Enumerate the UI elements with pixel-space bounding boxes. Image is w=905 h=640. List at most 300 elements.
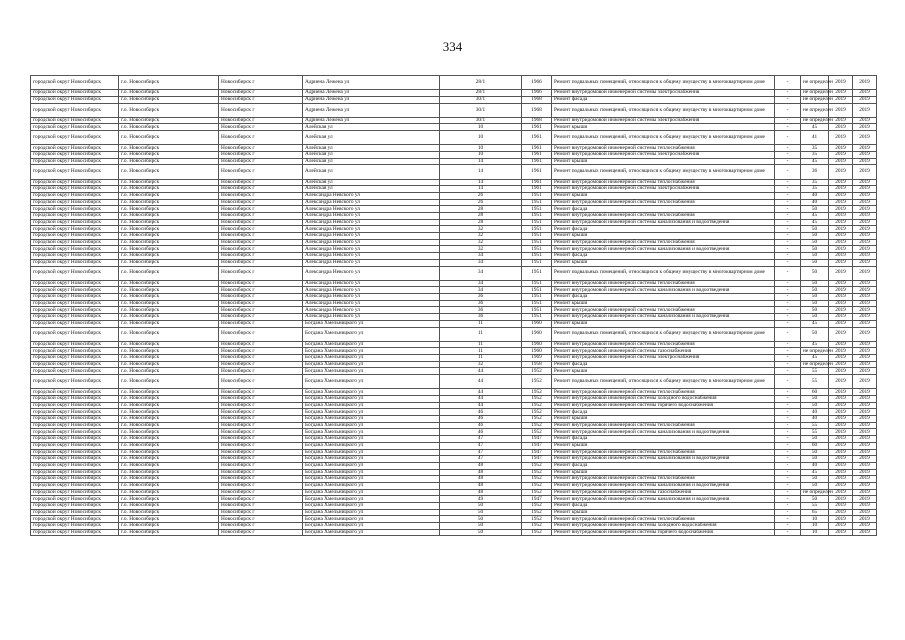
house-number-cell: 28 [440, 213, 522, 220]
street-cell: Богдана Хмельницкого ул [303, 422, 440, 429]
start-year-cell: 2019 [829, 253, 853, 260]
start-year-cell: 2019 [829, 449, 853, 456]
dash-cell: - [775, 416, 801, 423]
dash-cell: - [775, 186, 801, 193]
street-cell: Богдана Хмельницкого ул [303, 341, 440, 348]
municipality-cell: г.о. Новосибирск [119, 396, 219, 403]
house-number-cell: 10 [440, 131, 522, 145]
work-type-cell: Ремонт внутридомовой инженерной системы электроснабжения [552, 90, 775, 97]
house-number-cell: 44 [440, 375, 522, 389]
dash-cell: - [775, 219, 801, 226]
street-cell: Богдана Хмельницкого ул [303, 396, 440, 403]
municipality-cell: г.о. Новосибирск [119, 320, 219, 327]
district-cell: городской округ Новосибирск [31, 489, 119, 496]
house-number-cell: 10 [440, 152, 522, 159]
work-type-cell: Ремонт крыши [552, 509, 775, 516]
value-cell: 50 [801, 456, 829, 463]
work-type-cell: Ремонт подвальных помещений, относящихся к общему имуществу в многоквартирном доме [552, 76, 775, 90]
build-year-cell: 1951 [522, 266, 552, 280]
build-year-cell: 1961 [522, 186, 552, 193]
value-cell: 50 [801, 482, 829, 489]
house-number-cell: 10 [440, 145, 522, 152]
repair-plan-table [30, 75, 877, 536]
value-cell: 41 [801, 131, 829, 145]
district-cell: городской округ Новосибирск [31, 103, 119, 117]
start-year-cell: 2019 [829, 402, 853, 409]
street-cell: Богдана Хмельницкого ул [303, 320, 440, 327]
build-year-cell: 1951 [522, 307, 552, 314]
work-type-cell: Ремонт крыши [552, 192, 775, 199]
value-cell: 50 [801, 402, 829, 409]
end-year-cell: 2019 [853, 436, 877, 443]
end-year-cell: 2019 [853, 429, 877, 436]
start-year-cell: 2019 [829, 103, 853, 117]
table-row [31, 266, 877, 280]
district-cell: городской округ Новосибирск [31, 327, 119, 341]
house-number-cell: 46 [440, 416, 522, 423]
value-cell: 55 [801, 429, 829, 436]
start-year-cell: 2019 [829, 152, 853, 159]
work-type-cell: Ремонт крыши [552, 442, 775, 449]
municipality-cell: г.о. Новосибирск [119, 131, 219, 145]
build-year-cell: 1961 [522, 179, 552, 186]
value-cell: 45 [801, 213, 829, 220]
build-year-cell: 1951 [522, 314, 552, 321]
table-row [31, 361, 877, 368]
work-type-cell: Ремонт внутридомовой инженерной системы теплоснабжения [552, 213, 775, 220]
district-cell: городской округ Новосибирск [31, 389, 119, 396]
work-type-cell: Ремонт внутридомовой инженерной системы теплоснабжения [552, 422, 775, 429]
work-type-cell: Ремонт крыши [552, 259, 775, 266]
municipality-cell: г.о. Новосибирск [119, 186, 219, 193]
municipality-cell: г.о. Новосибирск [119, 482, 219, 489]
city-cell: Новосибирск г [219, 402, 303, 409]
dash-cell: - [775, 409, 801, 416]
value-cell: 55 [801, 368, 829, 375]
city-cell: Новосибирск г [219, 307, 303, 314]
value-cell: 45 [801, 355, 829, 362]
build-year-cell: 1951 [522, 226, 552, 233]
district-cell: городской округ Новосибирск [31, 307, 119, 314]
dash-cell: - [775, 179, 801, 186]
dash-cell: - [775, 239, 801, 246]
table-row [31, 402, 877, 409]
build-year-cell: 1951 [522, 206, 552, 213]
end-year-cell: 2019 [853, 233, 877, 240]
house-number-cell: 34 [440, 280, 522, 287]
house-number-cell: 14 [440, 165, 522, 179]
city-cell: Новосибирск г [219, 368, 303, 375]
street-cell: Александра Невского ул [303, 294, 440, 301]
dash-cell: - [775, 442, 801, 449]
dash-cell: - [775, 152, 801, 159]
work-type-cell: Ремонт внутридомовой инженерной системы теплоснабжения [552, 179, 775, 186]
work-type-cell: Ремонт внутридомовой инженерной системы канализования и водоотведения [552, 496, 775, 503]
table-row [31, 341, 877, 348]
district-cell: городской округ Новосибирск [31, 361, 119, 368]
street-cell: Александра Невского ул [303, 253, 440, 260]
house-number-cell: 48 [440, 462, 522, 469]
end-year-cell: 2019 [853, 348, 877, 355]
dash-cell: - [775, 489, 801, 496]
table-row [31, 158, 877, 165]
end-year-cell: 2019 [853, 186, 877, 193]
end-year-cell: 2019 [853, 124, 877, 131]
city-cell: Новосибирск г [219, 375, 303, 389]
street-cell: Александра Невского ул [303, 259, 440, 266]
municipality-cell: г.о. Новосибирск [119, 96, 219, 103]
street-cell: Адриена Лежена ул [303, 117, 440, 124]
build-year-cell: 1951 [522, 239, 552, 246]
municipality-cell: г.о. Новосибирск [119, 246, 219, 253]
dash-cell: - [775, 476, 801, 483]
municipality-cell: г.о. Новосибирск [119, 368, 219, 375]
district-cell: городской округ Новосибирск [31, 449, 119, 456]
dash-cell: - [775, 503, 801, 510]
table-row [31, 165, 877, 179]
city-cell: Новосибирск г [219, 300, 303, 307]
end-year-cell: 2019 [853, 199, 877, 206]
dash-cell: - [775, 253, 801, 260]
table-row [31, 368, 877, 375]
house-number-cell: 32 [440, 361, 522, 368]
district-cell: городской округ Новосибирск [31, 199, 119, 206]
street-cell: Богдана Хмельницкого ул [303, 327, 440, 341]
street-cell: Богдана Хмельницкого ул [303, 456, 440, 463]
build-year-cell: 1952 [522, 462, 552, 469]
start-year-cell: 2019 [829, 90, 853, 97]
municipality-cell: г.о. Новосибирск [119, 300, 219, 307]
municipality-cell: г.о. Новосибирск [119, 199, 219, 206]
municipality-cell: г.о. Новосибирск [119, 280, 219, 287]
municipality-cell: г.о. Новосибирск [119, 462, 219, 469]
build-year-cell: 1969 [522, 355, 552, 362]
city-cell: Новосибирск г [219, 266, 303, 280]
start-year-cell: 2019 [829, 226, 853, 233]
value-cell: не определен [801, 96, 829, 103]
build-year-cell: 1961 [522, 165, 552, 179]
district-cell: городской округ Новосибирск [31, 348, 119, 355]
work-type-cell: Ремонт фасада [552, 409, 775, 416]
end-year-cell: 2019 [853, 503, 877, 510]
start-year-cell: 2019 [829, 76, 853, 90]
house-number-cell: 14 [440, 158, 522, 165]
street-cell: Александра Невского ул [303, 314, 440, 321]
street-cell: Богдана Хмельницкого ул [303, 416, 440, 423]
work-type-cell: Ремонт фасада [552, 206, 775, 213]
city-cell: Новосибирск г [219, 489, 303, 496]
city-cell: Новосибирск г [219, 165, 303, 179]
street-cell: Богдана Хмельницкого ул [303, 442, 440, 449]
municipality-cell: г.о. Новосибирск [119, 361, 219, 368]
house-number-cell: 26 [440, 199, 522, 206]
start-year-cell: 2019 [829, 314, 853, 321]
build-year-cell: 1952 [522, 516, 552, 523]
street-cell: Александра Невского ул [303, 233, 440, 240]
value-cell: 55 [801, 375, 829, 389]
district-cell: городской округ Новосибирск [31, 246, 119, 253]
house-number-cell: 47 [440, 436, 522, 443]
city-cell: Новосибирск г [219, 436, 303, 443]
work-type-cell: Ремонт внутридомовой инженерной системы канализования и водоотведения [552, 314, 775, 321]
dash-cell: - [775, 213, 801, 220]
work-type-cell: Ремонт внутридомовой инженерной системы электроснабжения [552, 117, 775, 124]
district-cell: городской округ Новосибирск [31, 158, 119, 165]
start-year-cell: 2019 [829, 496, 853, 503]
dash-cell: - [775, 287, 801, 294]
value-cell: 50 [801, 226, 829, 233]
start-year-cell: 2019 [829, 469, 853, 476]
house-number-cell: 44 [440, 396, 522, 403]
value-cell: 50 [801, 476, 829, 483]
district-cell: городской округ Новосибирск [31, 287, 119, 294]
value-cell: 45 [801, 341, 829, 348]
work-type-cell: Ремонт внутридомовой инженерной системы газоснабжения [552, 348, 775, 355]
value-cell: 65 [801, 509, 829, 516]
start-year-cell: 2019 [829, 509, 853, 516]
dash-cell: - [775, 429, 801, 436]
start-year-cell: 2019 [829, 489, 853, 496]
start-year-cell: 2019 [829, 300, 853, 307]
city-cell: Новосибирск г [219, 327, 303, 341]
start-year-cell: 2019 [829, 219, 853, 226]
house-number-cell: 28/1 [440, 90, 522, 97]
dash-cell: - [775, 516, 801, 523]
dash-cell: - [775, 402, 801, 409]
build-year-cell: 1968 [522, 96, 552, 103]
municipality-cell: г.о. Новосибирск [119, 529, 219, 536]
build-year-cell: 1947 [522, 449, 552, 456]
end-year-cell: 2019 [853, 145, 877, 152]
city-cell: Новосибирск г [219, 199, 303, 206]
value-cell: 60 [801, 442, 829, 449]
dash-cell: - [775, 348, 801, 355]
table-row [31, 442, 877, 449]
start-year-cell: 2019 [829, 348, 853, 355]
district-cell: городской округ Новосибирск [31, 409, 119, 416]
end-year-cell: 2019 [853, 469, 877, 476]
build-year-cell: 1960 [522, 320, 552, 327]
house-number-cell: 50 [440, 523, 522, 530]
municipality-cell: г.о. Новосибирск [119, 416, 219, 423]
table-row [31, 124, 877, 131]
district-cell: городской округ Новосибирск [31, 416, 119, 423]
house-number-cell: 50 [440, 529, 522, 536]
dash-cell: - [775, 314, 801, 321]
start-year-cell: 2019 [829, 436, 853, 443]
start-year-cell: 2019 [829, 213, 853, 220]
table-row [31, 489, 877, 496]
district-cell: городской округ Новосибирск [31, 476, 119, 483]
city-cell: Новосибирск г [219, 90, 303, 97]
house-number-cell: 34 [440, 287, 522, 294]
city-cell: Новосибирск г [219, 422, 303, 429]
street-cell: Богдана Хмельницкого ул [303, 449, 440, 456]
value-cell: не определен [801, 76, 829, 90]
work-type-cell: Ремонт внутридомовой инженерной системы канализования и водоотведения [552, 287, 775, 294]
street-cell: Богдана Хмельницкого ул [303, 348, 440, 355]
dash-cell: - [775, 246, 801, 253]
work-type-cell: Ремонт внутридомовой инженерной системы теплоснабжения [552, 389, 775, 396]
start-year-cell: 2019 [829, 266, 853, 280]
dash-cell: - [775, 375, 801, 389]
work-type-cell: Ремонт внутридомовой инженерной системы электроснабжения [552, 186, 775, 193]
house-number-cell: 34 [440, 253, 522, 260]
value-cell: 50 [801, 496, 829, 503]
district-cell: городской округ Новосибирск [31, 233, 119, 240]
value-cell: 35 [801, 186, 829, 193]
work-type-cell: Ремонт фасада [552, 361, 775, 368]
municipality-cell: г.о. Новосибирск [119, 213, 219, 220]
start-year-cell: 2019 [829, 294, 853, 301]
value-cell: 50 [801, 300, 829, 307]
end-year-cell: 2019 [853, 192, 877, 199]
end-year-cell: 2019 [853, 307, 877, 314]
house-number-cell: 32 [440, 226, 522, 233]
end-year-cell: 2019 [853, 355, 877, 362]
municipality-cell: г.о. Новосибирск [119, 239, 219, 246]
end-year-cell: 2019 [853, 389, 877, 396]
street-cell: Алейская ул [303, 186, 440, 193]
dash-cell: - [775, 341, 801, 348]
city-cell: Новосибирск г [219, 449, 303, 456]
house-number-cell: 50 [440, 503, 522, 510]
build-year-cell: 1951 [522, 259, 552, 266]
municipality-cell: г.о. Новосибирск [119, 389, 219, 396]
street-cell: Богдана Хмельницкого ул [303, 375, 440, 389]
build-year-cell: 1952 [522, 368, 552, 375]
street-cell: Богдана Хмельницкого ул [303, 368, 440, 375]
dash-cell: - [775, 449, 801, 456]
district-cell: городской округ Новосибирск [31, 314, 119, 321]
street-cell: Богдана Хмельницкого ул [303, 523, 440, 530]
street-cell: Богдана Хмельницкого ул [303, 462, 440, 469]
end-year-cell: 2019 [853, 259, 877, 266]
end-year-cell: 2019 [853, 341, 877, 348]
house-number-cell: 34 [440, 266, 522, 280]
build-year-cell: 1968 [522, 117, 552, 124]
build-year-cell: 1951 [522, 287, 552, 294]
city-cell: Новосибирск г [219, 462, 303, 469]
house-number-cell: 49 [440, 496, 522, 503]
build-year-cell: 1952 [522, 429, 552, 436]
municipality-cell: г.о. Новосибирск [119, 496, 219, 503]
end-year-cell: 2019 [853, 294, 877, 301]
work-type-cell: Ремонт подвальных помещений, относящихся к общему имуществу в многоквартирном доме [552, 327, 775, 341]
end-year-cell: 2019 [853, 219, 877, 226]
district-cell: городской округ Новосибирск [31, 355, 119, 362]
build-year-cell: 1947 [522, 496, 552, 503]
end-year-cell: 2019 [853, 314, 877, 321]
work-type-cell: Ремонт фасада [552, 436, 775, 443]
dash-cell: - [775, 280, 801, 287]
district-cell: городской округ Новосибирск [31, 165, 119, 179]
dash-cell: - [775, 131, 801, 145]
district-cell: городской округ Новосибирск [31, 96, 119, 103]
street-cell: Богдана Хмельницкого ул [303, 496, 440, 503]
work-type-cell: Ремонт внутридомовой инженерной системы горячего водоснабжения [552, 529, 775, 536]
value-cell: 35 [801, 145, 829, 152]
build-year-cell: 1951 [522, 192, 552, 199]
value-cell: 55 [801, 503, 829, 510]
house-number-cell: 48 [440, 489, 522, 496]
start-year-cell: 2019 [829, 259, 853, 266]
value-cell: 40 [801, 199, 829, 206]
build-year-cell: 1947 [522, 456, 552, 463]
table-row [31, 259, 877, 266]
city-cell: Новосибирск г [219, 416, 303, 423]
dash-cell: - [775, 294, 801, 301]
city-cell: Новосибирск г [219, 469, 303, 476]
build-year-cell: 1952 [522, 409, 552, 416]
table-body [31, 76, 877, 536]
dash-cell: - [775, 509, 801, 516]
street-cell: Адриена Лежена ул [303, 76, 440, 90]
district-cell: городской округ Новосибирск [31, 259, 119, 266]
district-cell: городской округ Новосибирск [31, 145, 119, 152]
municipality-cell: г.о. Новосибирск [119, 348, 219, 355]
value-cell: 50 [801, 294, 829, 301]
district-cell: городской округ Новосибирск [31, 294, 119, 301]
street-cell: Богдана Хмельницкого ул [303, 361, 440, 368]
table-row [31, 117, 877, 124]
city-cell: Новосибирск г [219, 341, 303, 348]
municipality-cell: г.о. Новосибирск [119, 314, 219, 321]
table-row [31, 422, 877, 429]
municipality-cell: г.о. Новосибирск [119, 327, 219, 341]
dash-cell: - [775, 482, 801, 489]
build-year-cell: 1947 [522, 436, 552, 443]
municipality-cell: г.о. Новосибирск [119, 233, 219, 240]
municipality-cell: г.о. Новосибирск [119, 145, 219, 152]
work-type-cell: Ремонт крыши [552, 233, 775, 240]
build-year-cell: 1966 [522, 90, 552, 97]
street-cell: Богдана Хмельницкого ул [303, 469, 440, 476]
table-row [31, 131, 877, 145]
table-row [31, 327, 877, 341]
end-year-cell: 2019 [853, 152, 877, 159]
start-year-cell: 2019 [829, 124, 853, 131]
end-year-cell: 2019 [853, 287, 877, 294]
city-cell: Новосибирск г [219, 355, 303, 362]
start-year-cell: 2019 [829, 442, 853, 449]
house-number-cell: 32 [440, 239, 522, 246]
build-year-cell: 1951 [522, 233, 552, 240]
build-year-cell: 1952 [522, 489, 552, 496]
city-cell: Новосибирск г [219, 509, 303, 516]
dash-cell: - [775, 206, 801, 213]
end-year-cell: 2019 [853, 516, 877, 523]
dash-cell: - [775, 496, 801, 503]
dash-cell: - [775, 96, 801, 103]
municipality-cell: г.о. Новосибирск [119, 165, 219, 179]
build-year-cell: 1951 [522, 213, 552, 220]
dash-cell: - [775, 389, 801, 396]
table-row [31, 199, 877, 206]
end-year-cell: 2019 [853, 375, 877, 389]
build-year-cell: 1960 [522, 327, 552, 341]
work-type-cell: Ремонт крыши [552, 469, 775, 476]
house-number-cell: 32 [440, 233, 522, 240]
district-cell: городской округ Новосибирск [31, 300, 119, 307]
work-type-cell: Ремонт крыши [552, 320, 775, 327]
district-cell: городской округ Новосибирск [31, 341, 119, 348]
street-cell: Адриена Лежена ул [303, 96, 440, 103]
municipality-cell: г.о. Новосибирск [119, 179, 219, 186]
end-year-cell: 2019 [853, 246, 877, 253]
dash-cell: - [775, 158, 801, 165]
value-cell: 50 [801, 449, 829, 456]
